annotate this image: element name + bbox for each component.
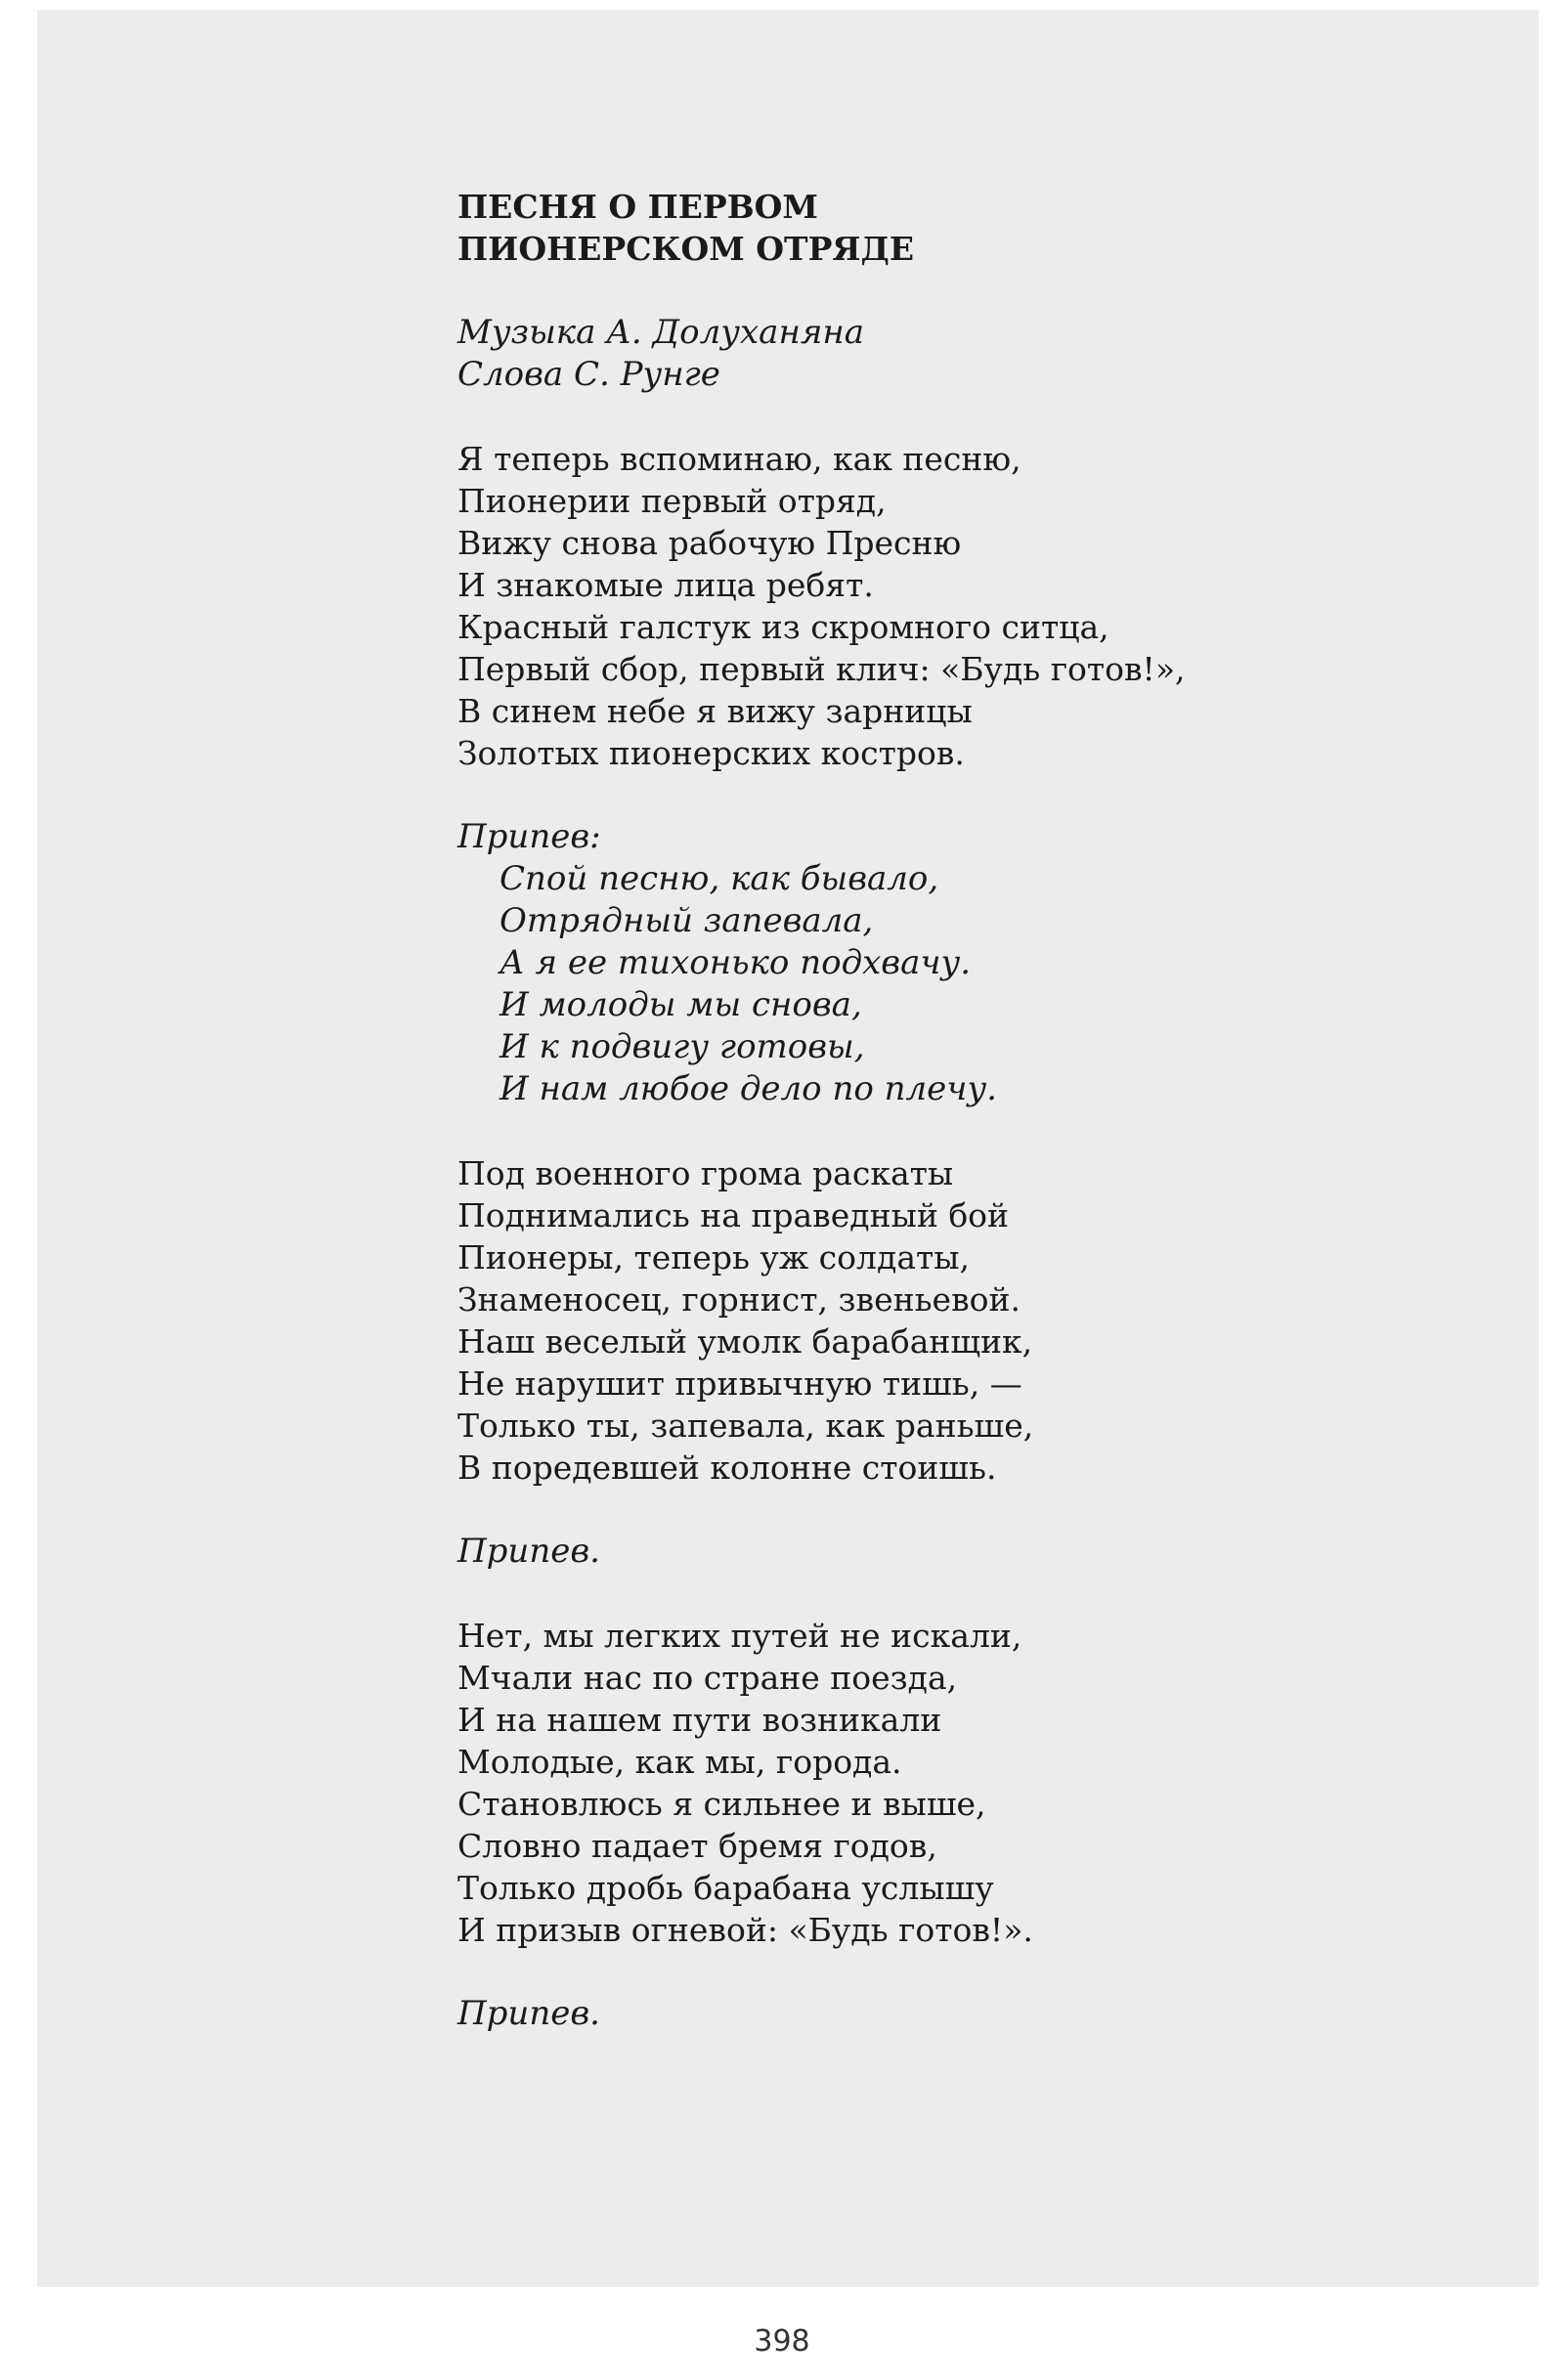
refrain-label: Припев:: [457, 817, 601, 856]
verse-line: И знакомые лица ребят.: [457, 566, 874, 604]
music-credit: Музыка А. Долуханяна: [457, 313, 865, 352]
verse-3: [457, 1615, 1484, 1951]
verse-line: В синем небе я вижу зарницы: [457, 692, 973, 730]
song-content: [457, 186, 1484, 2035]
verse-line: Не нарушит привычную тишь, —: [457, 1364, 1022, 1403]
refrain-line: И нам любое дело по плечу.: [500, 1069, 997, 1108]
verse-2: [457, 1152, 1484, 1489]
verse-line: Под военного грома раскаты: [457, 1154, 954, 1192]
song-title: [457, 186, 1484, 270]
refrain-line: Спой песню, как бывало,: [500, 859, 939, 898]
verse-line: Знаменосец, горнист, звеньевой.: [457, 1280, 1021, 1319]
refrain-line: А я ее тихонько подхвачу.: [500, 943, 972, 982]
verse-line: Словно падает бремя годов,: [457, 1827, 937, 1865]
verse-line: Только дробь барабана услышу: [457, 1869, 994, 1907]
refrain-line: Отрядный запевала,: [500, 901, 874, 940]
lyrics-credit: Слова С. Рунге: [457, 355, 720, 394]
song-credits: [457, 312, 1484, 396]
song-title-line: ПИОНЕРСКОМ ОТРЯДЕ: [457, 230, 914, 268]
refrain-reference: Припев.: [457, 1994, 600, 2033]
page-number: 398: [754, 2324, 810, 2358]
song-title-line: ПЕСНЯ О ПЕРВОМ: [457, 188, 818, 226]
refrain: [457, 858, 1484, 1110]
verse-line: Пионерии первый отряд,: [457, 482, 887, 520]
verse-1: [457, 438, 1484, 774]
verse-line: Золотых пионерских костров.: [457, 734, 965, 772]
refrain-line: И к подвигу готовы,: [500, 1027, 865, 1066]
verse-line: Красный галстук из скромного ситца,: [457, 608, 1109, 646]
verse-line: Молодые, как мы, города.: [457, 1743, 902, 1781]
verse-line: Вижу снова рабочую Пресню: [457, 524, 962, 562]
verse-line: Пионеры, теперь уж солдаты,: [457, 1238, 971, 1277]
verse-line: Поднимались на праведный бой: [457, 1196, 1010, 1234]
refrain-reference: Припев.: [457, 1532, 600, 1571]
verse-line: Нет, мы легких путей не искали,: [457, 1617, 1022, 1655]
verse-line: Мчали нас по стране поезда,: [457, 1659, 958, 1697]
verse-line: И на нашем пути возникали: [457, 1701, 942, 1739]
verse-line: Становлюсь я сильнее и выше,: [457, 1785, 986, 1823]
verse-line: Наш веселый умолк барабанщик,: [457, 1322, 1033, 1361]
verse-line: И призыв огневой: «Будь готов!».: [457, 1911, 1033, 1949]
verse-line: Я теперь вспоминаю, как песню,: [457, 440, 1021, 478]
verse-line: Первый сбор, первый клич: «Будь готов!»,: [457, 650, 1186, 688]
verse-line: Только ты, запевала, как раньше,: [457, 1406, 1034, 1445]
refrain-line: И молоды мы снова,: [500, 985, 862, 1024]
verse-line: В поредевшей колонне стоишь.: [457, 1449, 997, 1487]
